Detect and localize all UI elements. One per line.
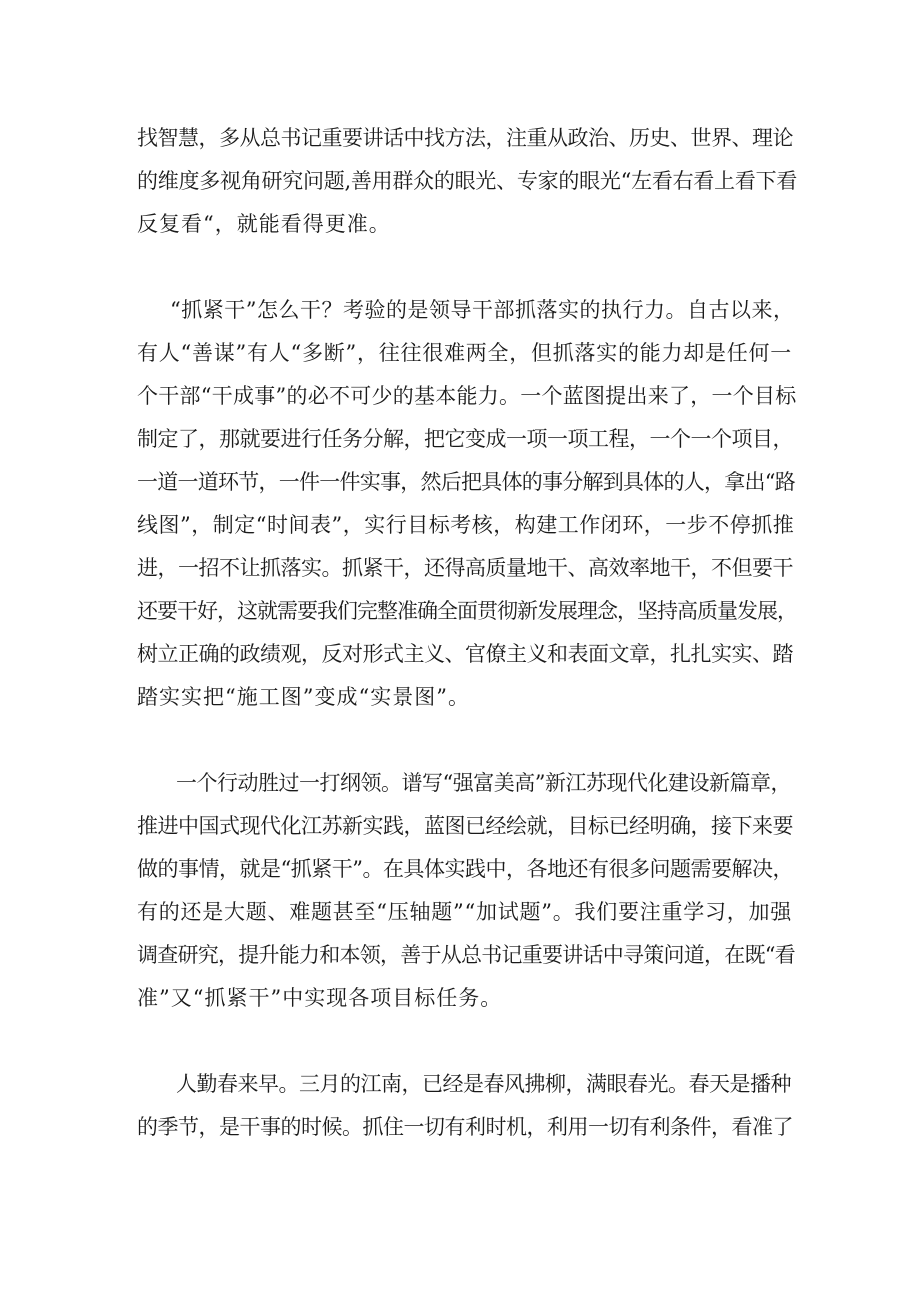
paragraph-3-line-3: 做的事情，就是“抓紧干”。在具体实践中，各地还有很多问题需要解决， (137, 857, 793, 881)
paragraph-1-line-3: 反复看“，就能看得更准。 (137, 212, 391, 236)
paragraph-4-line-1: 人勤春来早。三月的江南，已经是春风拂柳，满眼春光。春天是播种 (176, 1072, 791, 1096)
paragraph-2-line-3: 个干部“干成事”的必不可少的基本能力。一个蓝图提出来了，一个目标 (137, 384, 797, 408)
paragraph-1-line-1: 找智慧，多从总书记重要讲话中找方法，注重从政治、历史、世界、理论 (137, 126, 793, 150)
paragraph-2-line-8: 还要干好，这就需要我们完整准确全面贯彻新发展理念，坚持高质量发展， (137, 599, 797, 623)
paragraph-3-line-1: 一个行动胜过一打纲领。谱写“强富美高”新江苏现代化建设新篇章， (176, 771, 791, 795)
paragraph-3-line-6: 准”又“抓紧干”中实现各项目标任务。 (137, 986, 503, 1010)
paragraph-2-line-7: 进，一招不让抓落实。抓紧干，还得高质量地干、高效率地干，不但要干 (137, 556, 793, 580)
paragraph-2-line-1: “抓紧干”怎么干？考验的是领导干部抓落实的执行力。自古以来， (170, 298, 795, 322)
paragraph-1-line-2: 的维度多视角研究问题,善用群众的眼光、专家的眼光“左看右看上看下看 (137, 169, 798, 193)
paragraph-4-line-2: 的季节，是干事的时候。抓住一切有利时机，利用一切有利条件，看准了 (137, 1115, 793, 1139)
paragraph-3-line-5: 调查研究，提升能力和本领，善于从总书记重要讲话中寻策问道，在既“看 (137, 943, 795, 967)
paragraph-2-line-5: 一道一道环节，一件一件实事，然后把具体的事分解到具体的人，拿出“路 (137, 470, 795, 494)
paragraph-2-line-9: 树立正确的政绩观，反对形式主义、官僚主义和表面文章，扎扎实实、踏 (137, 642, 793, 666)
paragraph-2-line-6: 线图”，制定“时间表”，实行目标考核，构建工作闭环，一步不停抓推 (137, 513, 795, 537)
paragraph-2-line-4: 制定了，那就要进行任务分解，把它变成一项一项工程，一个一个项目， (137, 427, 793, 451)
paragraph-3-line-2: 推进中国式现代化江苏新实践，蓝图已经绘就，目标已经明确，接下来要 (137, 814, 793, 838)
paragraph-2-line-10: 踏实实把“施工图”变成“实景图”。 (137, 685, 470, 709)
paragraph-3-line-4: 有的还是大题、难题甚至“压轴题”“加试题”。我们要注重学习，加强 (137, 900, 792, 924)
paragraph-2-line-2: 有人“善谋”有人“多断”，往往很难两全，但抓落实的能力却是任何一 (137, 341, 792, 365)
